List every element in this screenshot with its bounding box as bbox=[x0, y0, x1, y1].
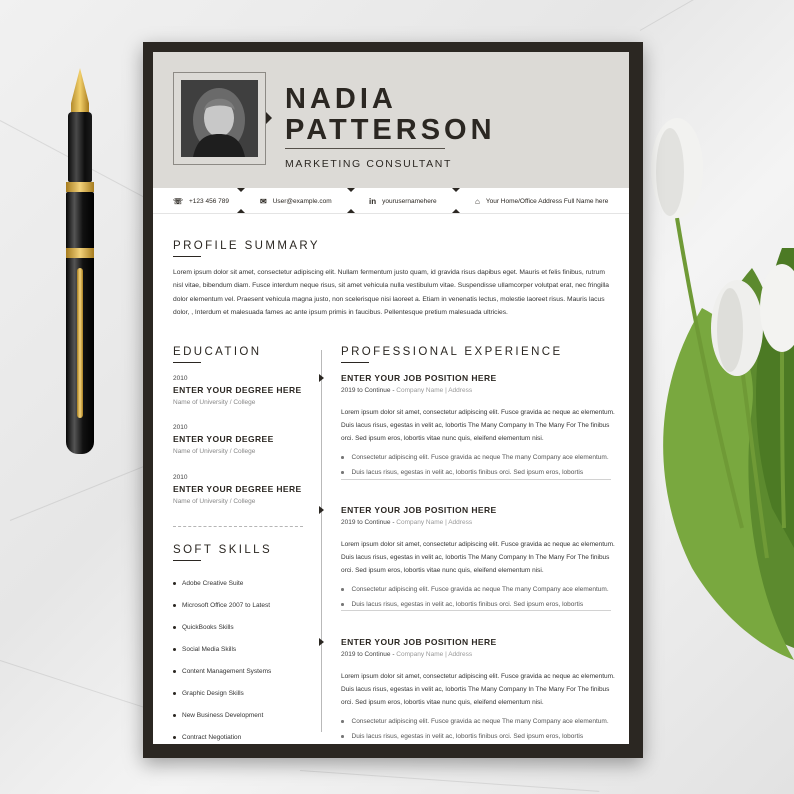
resume-page bbox=[153, 52, 629, 744]
first-name: NADIA bbox=[285, 83, 397, 115]
experience-address: Address bbox=[448, 651, 473, 658]
marble-vein bbox=[640, 0, 770, 31]
experience-period: 2019 to Continue - bbox=[341, 387, 397, 394]
timeline-arrow bbox=[319, 638, 324, 646]
skill-item: Graphic Design Skills bbox=[173, 682, 313, 704]
pen-clip bbox=[77, 268, 83, 418]
photo-arrow bbox=[266, 112, 272, 124]
pen-grip bbox=[68, 112, 92, 182]
experience-rule bbox=[341, 362, 369, 363]
divider-marker bbox=[237, 209, 245, 213]
linkedin-text: yourusernamehere bbox=[382, 197, 437, 205]
education-rule bbox=[173, 362, 201, 363]
experience-bullets bbox=[341, 450, 615, 480]
education-year: 2010 bbox=[173, 474, 188, 481]
pen-nib bbox=[71, 68, 89, 112]
last-name: PATTERSON bbox=[285, 114, 496, 146]
phone-icon: ☏ bbox=[173, 196, 184, 206]
experience-position: ENTER YOUR JOB POSITION HERE bbox=[341, 505, 497, 515]
skill-item: New Business Development bbox=[173, 704, 313, 726]
skill-item: Contract Negotiation bbox=[173, 726, 313, 744]
dashed-divider bbox=[173, 526, 303, 527]
resume-header bbox=[153, 52, 629, 188]
stem bbox=[782, 338, 784, 528]
education-year: 2010 bbox=[173, 375, 188, 382]
marble-vein bbox=[10, 464, 149, 521]
marble-vein bbox=[300, 770, 599, 792]
experience-bullet: Consectetur adipiscing elit. Fusce gravida ac neque The many Company ace elementum. bbox=[341, 582, 615, 597]
address-text: Your Home/Office Address Full Name here bbox=[485, 197, 609, 205]
skill-item: Social Media Skills bbox=[173, 638, 313, 660]
experience-item bbox=[341, 636, 615, 744]
linkedin-icon: in bbox=[369, 196, 377, 206]
experience-description: Lorem ipsum dolor sit amet, consectetur adipiscing elit. Fusce gravida ac neque ac elementum. Duis lacus risus, egestas in velit ac, lobortis The Many Company In The Many For The finibus orci. Sed ipsum eros, lobortis vitae nunc quis, eleifend elementum nisi. bbox=[341, 409, 615, 442]
experience-address: Address bbox=[448, 387, 473, 394]
candidate-name bbox=[285, 84, 615, 146]
experience-separator bbox=[341, 610, 611, 611]
contact-phone bbox=[173, 188, 229, 214]
experience-company: Company Name | bbox=[396, 387, 447, 394]
skill-item: Content Management Systems bbox=[173, 660, 313, 682]
marble-vein bbox=[0, 660, 152, 710]
skill-item: QuickBooks Skills bbox=[173, 616, 313, 638]
pen-ring bbox=[66, 182, 94, 192]
experience-heading: PROFESSIONAL EXPERIENCE bbox=[341, 346, 563, 358]
experience-meta bbox=[341, 385, 615, 396]
education-year: 2010 bbox=[173, 424, 188, 431]
pen-ring bbox=[66, 248, 94, 258]
experience-company: Company Name | bbox=[396, 651, 447, 658]
education-school: Name of University / College bbox=[173, 498, 256, 505]
contact-email bbox=[260, 188, 332, 214]
divider-marker bbox=[347, 209, 355, 213]
experience-address: Address bbox=[448, 519, 473, 526]
experience-period: 2019 to Continue - bbox=[341, 651, 397, 658]
education-degree: ENTER YOUR DEGREE bbox=[173, 434, 274, 444]
tulip-bloom bbox=[717, 288, 743, 372]
skills-heading: SOFT SKILLS bbox=[173, 544, 273, 556]
timeline-arrow bbox=[319, 374, 324, 382]
education-heading: EDUCATION bbox=[173, 346, 262, 358]
fountain-pen bbox=[66, 68, 94, 460]
profile-summary-text: Lorem ipsum dolor sit amet, consectetur adipiscing elit. Nullam fermentum justo quam, id gravida risus dapibus eget. Mauris et felis finibus, rutrum nisl vitae, bibendum diam. Fusce interdum neque risus, sit amet vehicula nulla vestibulum vitae. Suspendisse ullamcorper volutpat erat, nec fringilla dolor elementum vel. Praesent vehicula magna justo, non scelerisque nisi laoreet a. Etiam in venenatis lectus, molestie laoreet risus. Mauris lacus dolor, , Interdum et malesuada fames ac ante ipsum primis in faucibus. Pellentesque pretium malesuada ultricies. bbox=[173, 269, 610, 317]
skills-rule bbox=[173, 560, 201, 561]
timeline-arrow bbox=[319, 506, 324, 514]
contact-address bbox=[475, 188, 608, 214]
education-item bbox=[173, 374, 313, 409]
envelope-icon: ✉ bbox=[260, 196, 267, 206]
experience-item bbox=[341, 504, 615, 612]
skill-item: Adobe Creative Suite bbox=[173, 572, 313, 594]
phone-text: +123 456 789 bbox=[189, 197, 229, 205]
profile-rule bbox=[173, 256, 201, 257]
tulip-bloom bbox=[656, 128, 684, 216]
education-degree: ENTER YOUR DEGREE HERE bbox=[173, 385, 302, 395]
home-icon: ⌂ bbox=[475, 196, 480, 206]
skill-item: Microsoft Office 2007 to Latest bbox=[173, 594, 313, 616]
experience-meta bbox=[341, 517, 615, 528]
experience-bullet: Consectetur adipiscing elit. Fusce gravida ac neque The many Company ace elementum. bbox=[341, 450, 615, 465]
profile-heading: PROFILE SUMMARY bbox=[173, 240, 320, 252]
experience-bullets bbox=[341, 714, 615, 744]
experience-bullet: Duis lacus risus, egestas in velit ac, lobortis finibus orci. Sed ipsum eros, lobortis bbox=[341, 729, 615, 744]
education-item bbox=[173, 473, 313, 508]
experience-company: Company Name | bbox=[396, 519, 447, 526]
experience-meta bbox=[341, 649, 615, 660]
divider-marker bbox=[347, 188, 355, 192]
title-divider bbox=[285, 148, 445, 149]
column-divider bbox=[321, 350, 322, 732]
experience-bullet: Duis lacus risus, egestas in velit ac, lobortis finibus orci. Sed ipsum eros, lobortis bbox=[341, 465, 615, 480]
experience-separator bbox=[341, 479, 611, 480]
profile-photo bbox=[181, 80, 258, 157]
experience-bullet: Duis lacus risus, egestas in velit ac, lobortis finibus orci. Sed ipsum eros, lobortis bbox=[341, 597, 615, 612]
education-school: Name of University / College bbox=[173, 399, 256, 406]
experience-description: Lorem ipsum dolor sit amet, consectetur adipiscing elit. Fusce gravida ac neque ac elementum. Duis lacus risus, egestas in velit ac, lobortis The Many Company In The Many For The finibus orci. Sed ipsum eros, lobortis vitae nunc quis, eleifend elementum nisi. bbox=[341, 673, 615, 706]
tulip-bouquet bbox=[632, 108, 794, 668]
contact-bar bbox=[153, 188, 629, 214]
divider-marker bbox=[452, 188, 460, 192]
education-degree: ENTER YOUR DEGREE HERE bbox=[173, 484, 302, 494]
experience-period: 2019 to Continue - bbox=[341, 519, 397, 526]
experience-bullets bbox=[341, 582, 615, 612]
email-text: User@example.com bbox=[272, 197, 332, 205]
job-title: MARKETING CONSULTANT bbox=[285, 158, 452, 170]
experience-bullet: Consectetur adipiscing elit. Fusce gravida ac neque The many Company ace elementum. bbox=[341, 714, 615, 729]
experience-description: Lorem ipsum dolor sit amet, consectetur adipiscing elit. Fusce gravida ac neque ac elementum. Duis lacus risus, egestas in velit ac, lobortis The Many Company In The Many For The finibus orci. Sed ipsum eros, lobortis vitae nunc quis, eleifend elementum nisi. bbox=[341, 541, 615, 574]
experience-position: ENTER YOUR JOB POSITION HERE bbox=[341, 373, 497, 383]
experience-item bbox=[341, 372, 615, 480]
experience-position: ENTER YOUR JOB POSITION HERE bbox=[341, 637, 497, 647]
skills-list bbox=[173, 572, 313, 744]
education-school: Name of University / College bbox=[173, 448, 256, 455]
divider-marker bbox=[237, 188, 245, 192]
education-item bbox=[173, 423, 313, 458]
contact-linkedin bbox=[369, 188, 437, 214]
divider-marker bbox=[452, 209, 460, 213]
photo-frame bbox=[173, 72, 266, 165]
resume-frame bbox=[143, 42, 643, 758]
